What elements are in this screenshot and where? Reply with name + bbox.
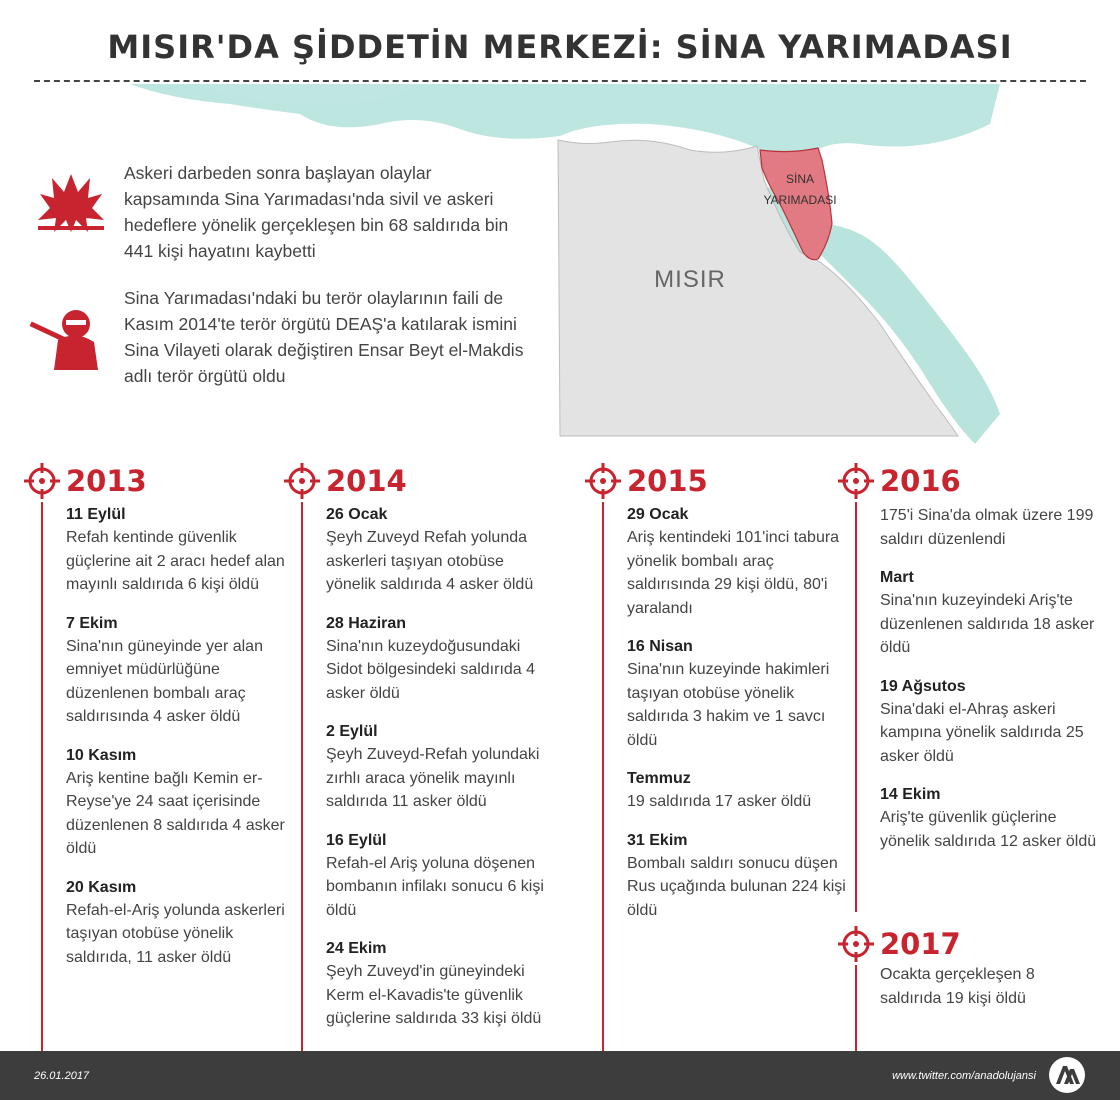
event-date: Temmuz (627, 770, 691, 787)
timeline-2016 (838, 462, 1097, 850)
year-label: 2015 (627, 464, 708, 498)
timeline-2015 (585, 462, 846, 919)
page-title: MISIR'DA ŞİDDETİN MERKEZİ: SİNA YARIMADASI (107, 28, 1013, 66)
year-label: 2017 (880, 927, 961, 961)
timeline-line (855, 965, 857, 1055)
event-item (880, 676, 1100, 769)
event-date: 28 Haziran (326, 614, 407, 632)
event-text: Şeyh Zuveyd Refah yolunda askerleri taşıyan otobüse yönelik saldırıda 4 asker öldü (326, 529, 534, 593)
event-text: Şeyh Zuveyd'in güneyindeki Kerm el-Kavadis'te güvenlik güçlerine saldırıda 33 kişi öldü (326, 963, 542, 1027)
crosshair-icon (24, 463, 60, 499)
timeline-2017 (838, 925, 1088, 1007)
event-date: 31 Ekim (627, 831, 688, 849)
event-item (66, 745, 286, 861)
event-date: Mart (880, 569, 914, 586)
event-item (326, 938, 546, 1031)
year-label: 2016 (880, 464, 961, 498)
twitter-link[interactable]: www.twitter.com/anadolujansi (892, 1070, 1036, 1082)
event-item (326, 613, 546, 706)
event-item (627, 636, 847, 752)
footer-bar (0, 1051, 1120, 1100)
event-item (326, 504, 546, 597)
event-item (880, 963, 1100, 1010)
year-label: 2013 (66, 464, 147, 498)
event-item (880, 784, 1100, 853)
event-text: Bombalı saldırı sonucu düşen Rus uçağında bulunan 224 kişi öldü (627, 854, 846, 919)
event-text: Sina'nın kuzeyindeki Ariş'te düzenlenen saldırıda 18 asker öldü (880, 592, 1095, 656)
title-divider (34, 80, 1086, 82)
event-date: 16 Nisan (627, 638, 693, 655)
event-date: 11 Eylül (66, 506, 126, 523)
event-item (880, 567, 1100, 660)
event-date: 24 Ekim (326, 940, 387, 957)
event-text: Sina'nın kuzeyinde hakimleri taşıyan otobüse yönelik saldırıda 3 hakim ve 1 savcı öldü (627, 661, 830, 749)
year-label: 2014 (326, 464, 407, 498)
timeline-line (41, 502, 43, 1082)
event-date: 26 Ocak (326, 506, 388, 523)
event-date: 16 Eylül (326, 831, 387, 849)
event-date: 7 Ekim (66, 614, 118, 632)
event-date: 14 Ekim (880, 786, 941, 803)
event-text: Refah kentinde güvenlik güçlerine ait 2 aracı hedef alan mayınlı saldırıda 6 kişi öldü (66, 529, 285, 593)
timeline-line (855, 502, 857, 912)
event-text: Şeyh Zuveyd-Refah yolundaki zırhlı araca yönelik mayınlı saldırıda 11 asker öldü (326, 746, 540, 810)
event-text: Ariş kentine bağlı Kemin er-Reyse'ye 24 saat içerisinde düzenlenen 8 saldırıda 4 asker öldü (66, 769, 285, 857)
crosshair-icon (838, 463, 874, 499)
intro-text-attacks: Askeri darbeden sonra başlayan olaylar kapsamında Sina Yarımadası'nda sivil ve askeri hedeflere yönelik gerçekleşen bin 68 saldırıda bin 441 kişi hayatını kaybetti (124, 163, 509, 261)
event-item (326, 830, 546, 923)
map-label-egypt: MISIR (654, 266, 726, 293)
event-text: 175'i Sina'da olmak üzere 199 saldırı düzenlendi (880, 507, 1094, 548)
event-text: Sina'daki el-Ahraş askeri kampına yönelik saldırıda 25 asker öldü (880, 700, 1084, 765)
event-item (326, 721, 546, 814)
timeline-line (602, 502, 604, 1082)
event-date: 10 Kasım (66, 746, 137, 764)
event-item (627, 768, 847, 814)
timeline-2014 (284, 462, 544, 1027)
event-text: Sina'nın kuzeydoğusundaki Sidot bölgesindeki saldırıda 4 asker öldü (326, 637, 536, 702)
event-date: 20 Kasım (66, 878, 137, 896)
event-text: 19 saldırıda 17 asker öldü (627, 793, 812, 810)
footer-date: 26.01.2017 (34, 1070, 90, 1082)
crosshair-icon (585, 463, 621, 499)
timeline-2013 (24, 462, 285, 966)
event-item (66, 504, 286, 597)
event-text: Refah-el-Ariş yolunda askerleri taşıyan otobüse yönelik saldırıda, 11 asker öldü (66, 901, 285, 966)
event-item (880, 504, 1100, 551)
event-item (627, 830, 847, 923)
event-date: 29 Ocak (627, 506, 689, 523)
event-text: Ariş kentindeki 101'inci tabura yönelik bombalı araç saldırısında 29 kişi öldü, 80'i yaralandı (627, 529, 840, 617)
event-date: 19 Ağsutos (880, 677, 966, 695)
anadolu-agency-logo (1048, 1056, 1086, 1094)
event-text: Ariş'te güvenlik güçlerine yönelik saldırıda 12 asker öldü (880, 809, 1097, 850)
map-label-sinai-2: YARIMADASI (763, 193, 837, 207)
event-text: Sina'nın güneyinde yer alan emniyet müdürlüğüne düzenlenen bombalı araç saldırısında 4 asker öldü (66, 637, 263, 725)
event-item (66, 877, 286, 970)
explosion-icon (38, 170, 104, 234)
crosshair-icon (838, 926, 874, 962)
event-date: 2 Eylül (326, 723, 378, 740)
event-item (66, 613, 286, 729)
militant-icon (28, 300, 104, 372)
crosshair-icon (284, 463, 320, 499)
intro-text-perpetrator: Sina Yarımadası'ndaki bu terör olaylarının faili de Kasım 2014'te terör örgütü DEAŞ'a katılarak ismini Sina Vilayeti olarak değiştiren Ensar Beyt el-Makdis adlı terör örgütü oldu (124, 288, 524, 386)
egypt-sinai-map (0, 84, 1120, 484)
event-item (627, 504, 847, 620)
event-text: Ocakta gerçekleşen 8 saldırıda 19 kişi öldü (880, 966, 1035, 1007)
map-label-sinai-1: SİNA (785, 172, 815, 186)
timeline-line (301, 502, 303, 1082)
event-text: Refah-el Ariş yoluna döşenen bombanın infilakı sonucu 6 kişi öldü (326, 854, 544, 919)
